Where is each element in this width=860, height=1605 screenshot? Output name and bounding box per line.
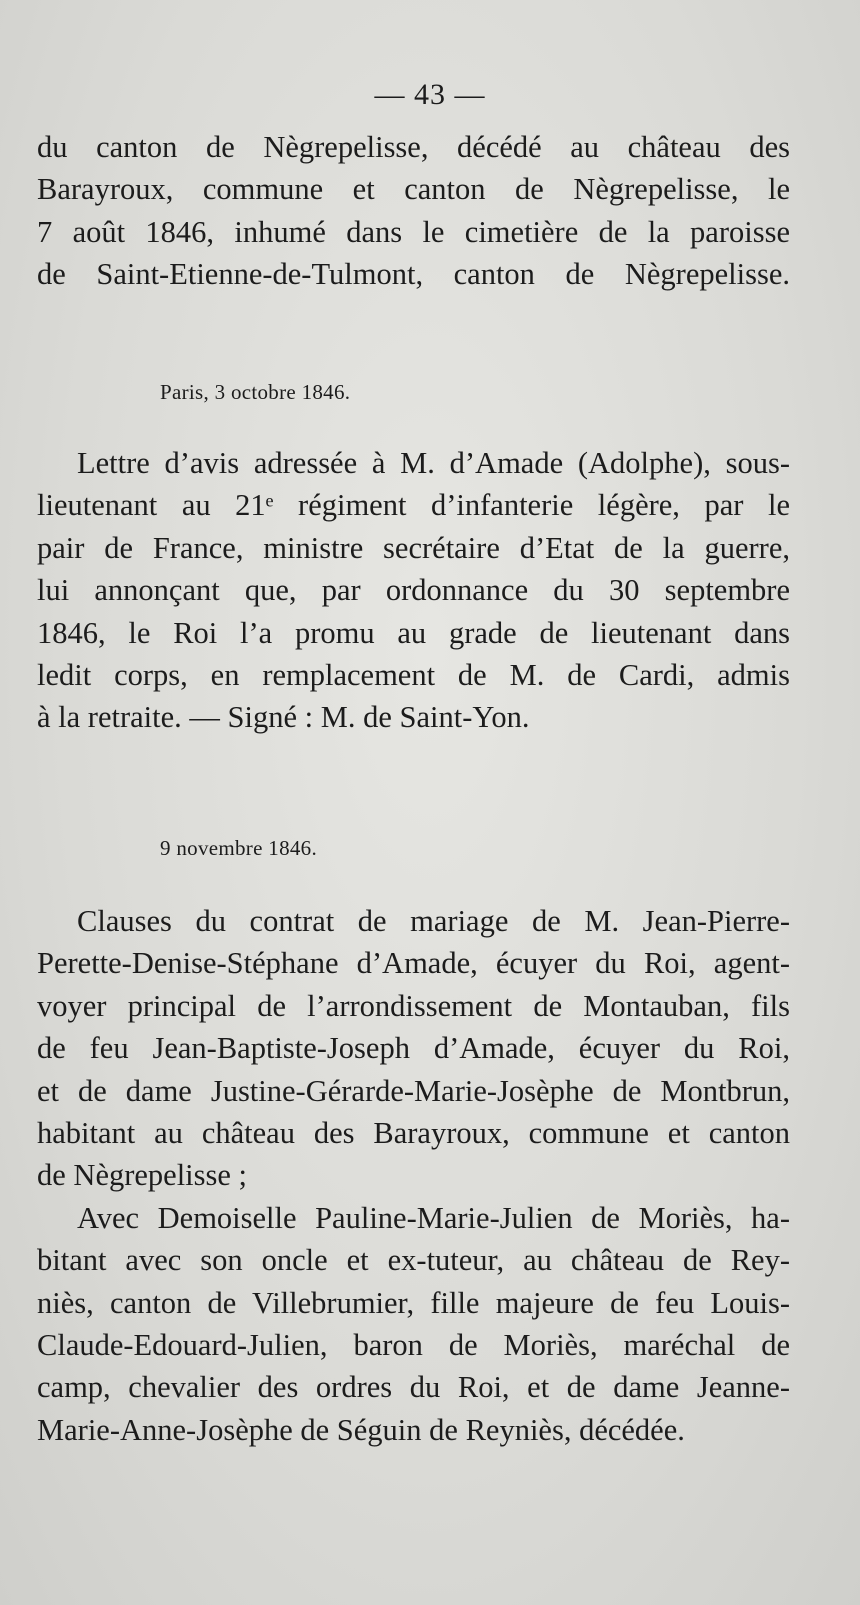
- text-line: du canton de Nègrepelisse, décédé au château des: [37, 130, 790, 164]
- text-line: de Saint-Etienne-de-Tulmont, canton de Nègrepelisse.: [37, 257, 790, 292]
- text-line: voyer principal de l’arrondissement de Montauban, fils: [37, 988, 790, 1023]
- text-line: lieutenant au 21ᵉ régiment d’infanterie légère, par le: [37, 488, 790, 523]
- text-line: ledit corps, en remplacement de M. de Cardi, admis: [37, 658, 790, 693]
- text-line: bitant avec son oncle et ex-tuteur, au château de Rey-: [37, 1243, 790, 1278]
- text-line: camp, chevalier des ordres du Roi, et de dame Jeanne-: [37, 1370, 790, 1405]
- entry-b-paragraph: [37, 442, 790, 739]
- text-line: Lettre d’avis adressée à M. d’Amade (Adolphe), sous-: [77, 446, 790, 480]
- text-line: Claude-Edouard-Julien, baron de Moriès, maréchal de: [37, 1328, 790, 1363]
- text-line: 7 août 1846, inhumé dans le cimetière de la paroisse: [37, 214, 790, 249]
- text-line: Perette-Denise-Stéphane d’Amade, écuyer du Roi, agent-: [37, 946, 790, 981]
- text-line: niès, canton de Villebrumier, fille majeure de feu Louis-: [37, 1285, 790, 1320]
- text-line: à la retraite. — Signé : M. de Saint-Yon.: [37, 700, 530, 735]
- text-line: Marie-Anne-Josèphe de Séguin de Reyniès, décédée.: [37, 1412, 685, 1447]
- text-line: habitant au château des Barayroux, commune et canton: [37, 1116, 790, 1151]
- text-line: lui annonçant que, par ordonnance du 30 septembre: [37, 573, 790, 608]
- entry-c-dateline: 9 novembre 1846.: [160, 836, 318, 860]
- entry-c-paragraph: [37, 900, 790, 1451]
- text-line: Barayroux, commune et canton de Nègrepelisse, le: [37, 172, 790, 207]
- text-line: Clauses du contrat de mariage de M. Jean-Pierre-: [77, 904, 790, 938]
- text-line: de Nègrepelisse ;: [37, 1158, 248, 1193]
- entry-a-paragraph: [37, 126, 790, 296]
- text-line: Avec Demoiselle Pauline-Marie-Julien de Moriès, ha-: [77, 1200, 790, 1235]
- page-number: — 43 —: [374, 78, 486, 111]
- text-line: 1846, le Roi l’a promu au grade de lieutenant dans: [37, 615, 790, 650]
- entry-b-dateline: Paris, 3 octobre 1846.: [160, 380, 351, 404]
- text-line: pair de France, ministre secrétaire d’Etat de la guerre,: [37, 530, 790, 565]
- text-line: et de dame Justine-Gérarde-Marie-Josèphe de Montbrun,: [37, 1073, 790, 1108]
- text-line: de feu Jean-Baptiste-Joseph d’Amade, écuyer du Roi,: [37, 1031, 790, 1066]
